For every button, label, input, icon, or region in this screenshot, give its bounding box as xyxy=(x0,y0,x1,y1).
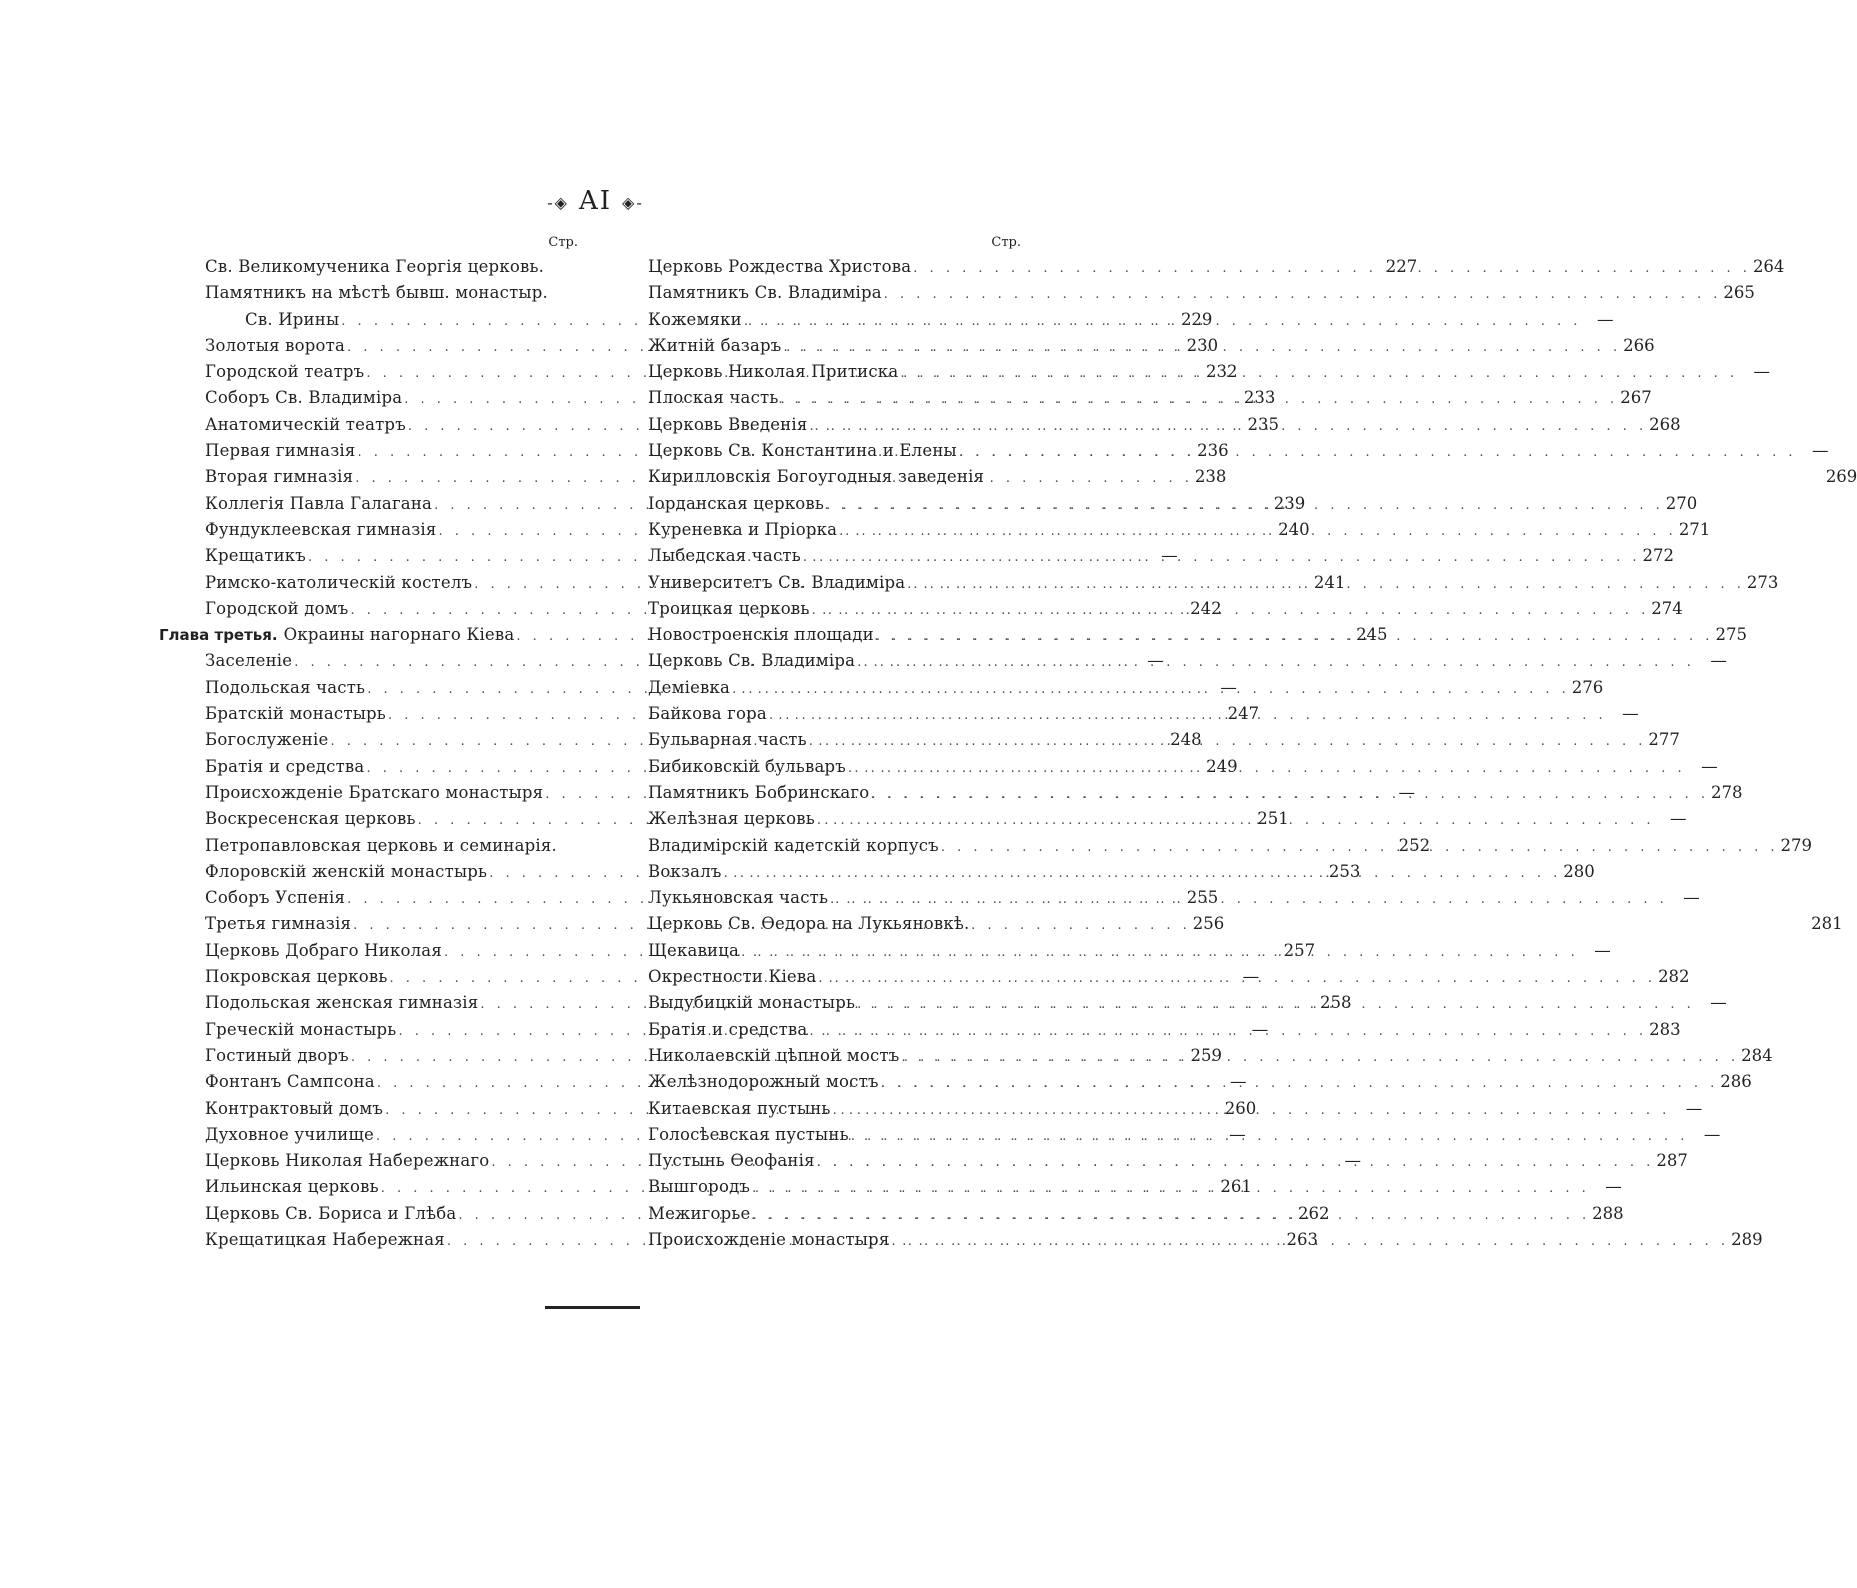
dot-leader xyxy=(815,1150,1657,1176)
entry-title-text: Золотыя ворота xyxy=(205,335,346,355)
entry-title-text: Церковь Св. Ѳедора на Лукьяновкѣ. xyxy=(648,914,970,934)
entry-title-text: Св. Великомученика Георгія церковь. xyxy=(205,257,545,276)
entry-title xyxy=(648,491,824,517)
entry-title-text: Новостроенскія площади xyxy=(648,625,874,645)
entry-title xyxy=(648,1043,899,1069)
entry-page: 251 xyxy=(1257,809,1289,829)
dot-leader xyxy=(810,598,1652,624)
entry-page: 227 xyxy=(1385,257,1418,276)
entry-title-text: Покровская церковь xyxy=(205,967,388,987)
entry-title-text: Братія и средства xyxy=(648,1019,808,1039)
toc-entry xyxy=(648,964,1690,990)
entry-title-text: Церковь Св. Константина и Елены xyxy=(648,441,957,461)
entry-title-text: Окрестности Кіева xyxy=(648,967,817,987)
entry-page: 281 xyxy=(1811,914,1843,934)
entry-title-text: Памятникъ Бобринскаго xyxy=(648,782,870,802)
entry-page: 240 xyxy=(1278,519,1310,539)
entry-title-text: Вышгородъ xyxy=(648,1177,751,1197)
dot-leader xyxy=(815,808,1657,834)
entry-page: 270 xyxy=(1665,493,1698,513)
toc-entry xyxy=(648,1148,1688,1174)
entry-title xyxy=(648,1096,831,1122)
entry-title xyxy=(648,1227,889,1253)
entry-title xyxy=(205,254,544,280)
dot-leader xyxy=(831,1098,1673,1124)
entry-title xyxy=(648,648,855,674)
entry-title xyxy=(205,885,345,911)
entry-page: 275 xyxy=(1715,625,1747,645)
entry-title-text: Плоская часть xyxy=(648,388,779,408)
entry-title-text: Городской домъ xyxy=(205,598,349,618)
entry-title xyxy=(205,727,328,753)
entry-title-text: Памятникъ Св. Владиміра xyxy=(648,283,882,303)
entry-title xyxy=(205,1069,375,1095)
entry-title xyxy=(205,990,478,1016)
entry-page: — xyxy=(1344,1151,1361,1171)
entry-page: — xyxy=(1229,1124,1246,1144)
entry-page: 278 xyxy=(1711,782,1743,802)
entry-page: — xyxy=(1161,546,1178,566)
entry-title xyxy=(648,701,767,727)
entry-page: 255 xyxy=(1186,888,1219,908)
dot-leader xyxy=(905,572,1747,598)
toc-entry xyxy=(648,648,1727,674)
dot-leader xyxy=(898,361,1740,387)
column-header: Стр. xyxy=(991,235,1021,250)
entry-title xyxy=(648,622,874,648)
entry-title xyxy=(648,385,779,411)
dot-leader xyxy=(742,309,1584,335)
entry-page: 288 xyxy=(1592,1203,1624,1223)
entry-page: 289 xyxy=(1731,1229,1763,1249)
entry-title-text: Бибиковскій бульваръ xyxy=(648,756,846,776)
dot-leader xyxy=(751,1203,1593,1229)
entry-title-text: Гостиный дворъ xyxy=(205,1045,349,1065)
dot-leader xyxy=(899,1045,1741,1071)
dot-leader xyxy=(837,519,1679,545)
closing-rule xyxy=(545,1306,640,1309)
entry-page: 274 xyxy=(1651,598,1683,618)
dot-leader xyxy=(824,493,1666,519)
entry-page: 258 xyxy=(1319,993,1352,1013)
entry-page: — xyxy=(1703,1124,1721,1144)
entry-page: 277 xyxy=(1648,730,1680,750)
entry-title xyxy=(205,964,388,990)
entry-title xyxy=(205,333,345,359)
entry-page: — xyxy=(1683,888,1700,908)
toc-entry xyxy=(648,675,1604,701)
entry-title-text: Желѣзная церковь xyxy=(648,809,815,829)
entry-page: — xyxy=(1398,782,1415,802)
entry-page: 273 xyxy=(1746,572,1779,592)
entry-page: 233 xyxy=(1243,388,1276,408)
entry-title-text: Желѣзнодорожный мостъ xyxy=(648,1072,879,1092)
entry-title-text: Духовное училище xyxy=(205,1124,374,1144)
entry-title xyxy=(648,1069,879,1095)
entry-title xyxy=(205,307,339,333)
entry-title-text: Подольская женская гимназія xyxy=(205,993,479,1013)
dot-leader xyxy=(750,1176,1592,1202)
entry-title-text: Троицкая церковь xyxy=(648,598,810,618)
entry-page: 249 xyxy=(1206,756,1238,776)
entry-title xyxy=(648,596,810,622)
entry-page: 242 xyxy=(1190,598,1222,618)
entry-title-text: Іорданская церковь xyxy=(648,493,825,513)
entry-page: 284 xyxy=(1741,1045,1773,1065)
entry-title-text: Крещатикъ xyxy=(205,546,307,566)
entry-page: 261 xyxy=(1220,1177,1252,1197)
entry-title xyxy=(648,1174,750,1200)
entry-page: 271 xyxy=(1678,519,1711,539)
entry-page: 268 xyxy=(1649,414,1681,434)
dot-leader xyxy=(828,887,1670,913)
entry-page: 266 xyxy=(1623,335,1655,355)
entry-title-text: Выдубицкій монастырь xyxy=(648,993,856,1013)
page-number: AI xyxy=(578,186,613,216)
entry-title-text: Св. Ирины xyxy=(245,309,340,329)
entry-page: — xyxy=(1251,1019,1269,1039)
entry-page: 276 xyxy=(1571,677,1604,697)
dot-leader xyxy=(849,1124,1691,1150)
entry-page: — xyxy=(1220,677,1237,697)
entry-title-text: Контрактовый домъ xyxy=(205,1098,384,1118)
toc-entry xyxy=(648,543,1675,569)
entry-page: — xyxy=(1242,967,1260,987)
entry-title-text: Голосѣевская пустынь xyxy=(648,1124,849,1144)
entry-page: 241 xyxy=(1313,572,1346,592)
entry-title xyxy=(205,1148,489,1174)
entry-title xyxy=(205,701,386,727)
entry-title-text: Анатомическій театръ xyxy=(205,414,406,434)
toc-entry xyxy=(648,1017,1681,1043)
entry-page: — xyxy=(1605,1177,1622,1197)
dot-leader xyxy=(957,440,1799,466)
dot-leader xyxy=(939,835,1781,861)
entry-page: 230 xyxy=(1186,335,1219,355)
entry-title xyxy=(648,307,742,333)
entry-title xyxy=(648,438,957,464)
entry-title-text: Церковь Введенія xyxy=(648,414,808,434)
toc-entry xyxy=(648,1122,1721,1148)
entry-page: 239 xyxy=(1273,493,1306,513)
dot-leader xyxy=(879,1071,1721,1097)
entry-page: — xyxy=(1596,309,1614,329)
dot-leader xyxy=(767,703,1609,729)
entry-page: 256 xyxy=(1192,914,1225,934)
entry-title xyxy=(205,543,306,569)
entry-title xyxy=(205,596,348,622)
entry-title xyxy=(159,622,514,648)
entry-title-text: Заселеніе xyxy=(205,651,293,671)
entry-title-text: Городской театръ xyxy=(205,362,365,382)
entry-title-text: Вокзалъ xyxy=(648,861,722,881)
entry-page: 245 xyxy=(1356,625,1388,645)
entry-title xyxy=(205,570,472,596)
entry-title-text: Воскресенская церковь xyxy=(205,809,416,829)
entry-title xyxy=(205,938,442,964)
entry-page: 236 xyxy=(1197,441,1229,461)
dot-leader xyxy=(846,756,1688,782)
entry-page: — xyxy=(1812,441,1829,461)
entry-title xyxy=(648,333,781,359)
entry-page: 283 xyxy=(1649,1019,1681,1039)
entry-title-text: Церковь Св. Владиміра xyxy=(648,651,856,671)
entry-title-text: Кирилловскія Богоугодныя заведенія xyxy=(648,467,985,487)
toc-entry xyxy=(205,280,578,306)
entry-page: 257 xyxy=(1283,940,1316,960)
entry-page: — xyxy=(1685,1098,1703,1118)
entry-title xyxy=(648,1017,807,1043)
entry-title-text: Церковь Николая Притиска xyxy=(648,362,899,382)
entry-title xyxy=(648,964,816,990)
entry-title xyxy=(648,780,869,806)
entry-title-text: Пустынь Ѳеофанія xyxy=(648,1151,815,1171)
entry-title-text: Церковь Рождества Христова xyxy=(648,257,912,276)
entry-title xyxy=(205,859,487,885)
entry-title xyxy=(205,1043,349,1069)
entry-page: — xyxy=(1594,940,1611,960)
entry-title xyxy=(648,359,898,385)
entry-page: 253 xyxy=(1328,861,1361,881)
entry-title xyxy=(648,859,722,885)
entry-title-text: Флоровскій женскій монастырь xyxy=(205,861,488,881)
entry-title-text: Коллегія Павла Галагана xyxy=(205,493,433,513)
entry-page: — xyxy=(1701,756,1718,776)
entry-title xyxy=(205,1096,383,1122)
dot-leader xyxy=(889,1229,1731,1255)
entry-title xyxy=(205,1227,445,1253)
entry-title-text: Фундуклеевская гимназія xyxy=(205,519,437,539)
column-header: Стр. xyxy=(548,235,578,250)
entry-page: 247 xyxy=(1227,704,1260,724)
entry-title xyxy=(648,754,846,780)
entry-page: — xyxy=(1229,1072,1247,1092)
entry-page: 286 xyxy=(1720,1072,1752,1092)
dot-leader xyxy=(801,545,1643,571)
entry-title-text: Крещатицкая Набережная xyxy=(205,1229,445,1249)
entry-page: 229 xyxy=(1180,309,1213,329)
entry-title-text: Первая гимназія xyxy=(205,441,356,461)
entry-page: — xyxy=(1710,651,1727,671)
entry-title xyxy=(648,990,855,1016)
entry-title xyxy=(648,412,807,438)
entry-page: 259 xyxy=(1190,1045,1222,1065)
entry-title xyxy=(205,833,557,859)
dot-leader xyxy=(807,729,1649,755)
entry-page: 287 xyxy=(1656,1151,1688,1171)
entry-title xyxy=(648,806,815,832)
dot-leader xyxy=(730,677,1572,703)
entry-title-text: Университетъ Св. Владиміра xyxy=(648,572,906,592)
entry-title-text: Происхожденіе Братскаго монастыря xyxy=(205,782,544,802)
entry-title-text: Петропавловская церковь и семинарія. xyxy=(205,835,557,855)
dot-leader xyxy=(779,387,1621,413)
entry-title xyxy=(648,833,939,859)
dot-leader xyxy=(869,782,1711,808)
entry-title xyxy=(205,385,402,411)
entry-title-text: Бульварная часть xyxy=(648,730,807,750)
entry-title-text: Братскій монастырь xyxy=(205,704,386,724)
entry-title-text: Ильинская церковь xyxy=(205,1177,379,1197)
ornament-right-icon: ◈- xyxy=(622,192,644,212)
dot-leader xyxy=(816,966,1658,992)
entry-page: 265 xyxy=(1723,283,1755,303)
dot-leader xyxy=(807,414,1649,440)
chapter-label: Глава третья. xyxy=(159,626,278,645)
entry-title xyxy=(648,911,970,937)
entry-title-text: Подольская часть xyxy=(205,677,366,697)
ornament-left-icon: -◈ xyxy=(547,192,569,212)
entry-page: 269 xyxy=(1825,467,1857,487)
entry-title-text: Происхожденіе монастыря xyxy=(648,1229,890,1249)
entry-title-text: Памятникъ на мѣстѣ бывш. монастыр. xyxy=(205,283,548,303)
entry-title-text: Третья гимназія xyxy=(205,914,352,934)
entry-title xyxy=(205,359,364,385)
entry-title xyxy=(205,517,437,543)
entry-title-text: Вторая гимназія xyxy=(205,467,354,487)
dot-leader xyxy=(882,282,1724,308)
entry-page: 263 xyxy=(1286,1229,1319,1249)
entry-title xyxy=(648,1148,815,1174)
entry-title xyxy=(205,780,543,806)
entry-title xyxy=(648,885,828,911)
entry-title xyxy=(648,1201,751,1227)
entry-title xyxy=(648,1122,849,1148)
toc-entry xyxy=(648,1069,1752,1095)
entry-title xyxy=(205,1017,396,1043)
entry-title-text: Куреневка и Пріорка xyxy=(648,519,838,539)
entry-title xyxy=(648,280,882,306)
entry-title-text: Церковь Добраго Николая xyxy=(205,940,442,960)
entry-title-text: Церковь Св. Бориса и Глѣба xyxy=(205,1203,457,1223)
entry-page: — xyxy=(1670,809,1687,829)
entry-page: 232 xyxy=(1206,362,1238,382)
entry-page: 272 xyxy=(1642,546,1675,566)
entry-title xyxy=(648,938,739,964)
entry-title xyxy=(648,675,730,701)
entry-title xyxy=(648,570,905,596)
entry-title-text: Римско-католическій костелъ xyxy=(205,572,473,592)
entry-page: 262 xyxy=(1298,1203,1330,1223)
entry-title xyxy=(205,491,432,517)
entry-title-text: Межигорье xyxy=(648,1203,751,1223)
entry-page: 248 xyxy=(1170,730,1202,750)
entry-title xyxy=(648,727,807,753)
entry-title xyxy=(205,464,353,490)
toc-entry xyxy=(648,780,1743,806)
entry-title-text: Фонтанъ Сампсона xyxy=(205,1072,375,1092)
entry-title xyxy=(205,754,364,780)
entry-title-text: Щекавица xyxy=(648,940,740,960)
entry-page: 282 xyxy=(1658,967,1690,987)
dot-leader xyxy=(911,256,1753,282)
entry-title-text: Байкова гора xyxy=(648,704,767,724)
entry-title xyxy=(205,806,416,832)
entry-title-text: Кожемяки xyxy=(648,309,742,329)
entry-page: — xyxy=(1753,362,1770,382)
entry-page: — xyxy=(1147,651,1164,671)
entry-title-text: Окраины нагорнаго Кіева xyxy=(283,625,515,645)
entry-page: 238 xyxy=(1194,467,1227,487)
entry-title xyxy=(648,254,911,280)
entry-title-text: Соборъ Успенія xyxy=(205,888,346,908)
entry-page: 280 xyxy=(1563,861,1595,881)
entry-title-text: Греческій монастырь xyxy=(205,1019,397,1039)
entry-title-text: Богослуженіе xyxy=(205,730,329,750)
dot-leader xyxy=(855,650,1697,676)
entry-title-text: Лыбедская часть xyxy=(648,546,801,566)
entry-title xyxy=(648,464,984,490)
entry-title-text: Соборъ Св. Владиміра xyxy=(205,388,403,408)
entry-title-text: Владимірскій кадетскій корпусъ xyxy=(648,835,939,855)
entry-title-text: Николаевскій цѣпной мостъ xyxy=(648,1045,900,1065)
entry-page: 260 xyxy=(1224,1098,1257,1118)
entry-title-text: Братія и средства xyxy=(205,756,365,776)
entry-page: 267 xyxy=(1620,388,1652,408)
entry-page: 252 xyxy=(1398,835,1431,855)
dot-leader xyxy=(722,861,1564,887)
toc-entry xyxy=(648,280,1755,306)
dot-leader xyxy=(781,335,1623,361)
entry-title-text: Лукьяновская часть xyxy=(648,888,829,908)
entry-title xyxy=(205,412,406,438)
page-header xyxy=(0,186,1191,216)
entry-page: — xyxy=(1710,993,1727,1013)
entry-title xyxy=(205,438,356,464)
entry-title xyxy=(205,1174,379,1200)
entry-title-text: Деміевка xyxy=(648,677,731,697)
dot-leader xyxy=(874,624,1716,650)
entry-title xyxy=(205,280,548,306)
entry-page: — xyxy=(1622,704,1639,724)
entry-title xyxy=(205,1201,456,1227)
entry-page: 264 xyxy=(1752,257,1785,276)
dot-leader xyxy=(855,992,1697,1018)
entry-title xyxy=(648,543,801,569)
entry-title xyxy=(648,517,837,543)
dot-leader xyxy=(807,1019,1649,1045)
entry-title-text: Китаевская пустынь xyxy=(648,1098,831,1118)
entry-title xyxy=(205,648,292,674)
entry-title xyxy=(205,675,365,701)
entry-title-text: Житній базаръ xyxy=(648,335,782,355)
entry-page: 279 xyxy=(1780,835,1813,855)
entry-title-text: Церковь Николая Набережнаго xyxy=(205,1151,490,1171)
entry-title xyxy=(205,911,351,937)
entry-title xyxy=(205,1122,374,1148)
entry-page: 235 xyxy=(1247,414,1280,434)
dot-leader xyxy=(739,940,1581,966)
